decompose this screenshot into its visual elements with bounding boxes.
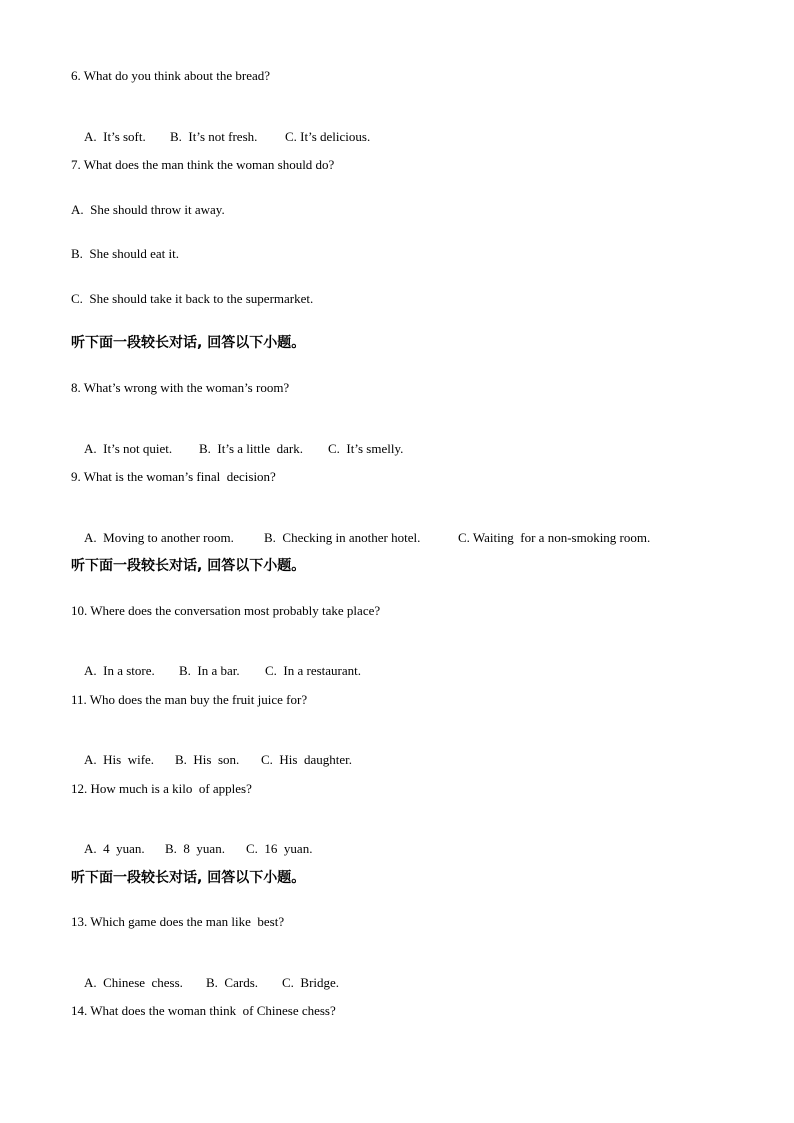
question-10: 10. Where does the conversation most probably take place? — [71, 603, 381, 618]
question-12: 12. How much is a kilo of apples? — [71, 781, 252, 796]
question-6: 6. What do you think about the bread? — [71, 68, 271, 83]
question-11: 11. Who does the man buy the fruit juice for? — [71, 692, 308, 707]
question-13: 13. Which game does the man like best? — [71, 914, 285, 929]
option-c: C. Bridge. — [282, 975, 340, 990]
question-11-options — [71, 736, 352, 784]
option-b: B. It’s a little dark. — [199, 441, 303, 456]
option-a: A. It’s soft. — [84, 129, 146, 144]
question-8-options — [71, 425, 403, 473]
option-a: A. In a store. — [84, 663, 155, 678]
question-7-option-c: C. She should take it back to the supermarket. — [71, 291, 314, 306]
option-b: B. Checking in another hotel. — [264, 530, 421, 545]
question-14: 14. What does the woman think of Chinese chess? — [71, 1003, 336, 1018]
question-13-options — [71, 959, 339, 1007]
question-10-options — [71, 647, 361, 695]
section-heading: 听下面一段较长对话, 回答以下小题。 — [71, 870, 306, 886]
option-c: C. 16 yuan. — [246, 841, 313, 856]
question-7: 7. What does the man think the woman should do? — [71, 157, 335, 172]
section-heading: 听下面一段较长对话, 回答以下小题。 — [71, 558, 306, 574]
option-a: A. Chinese chess. — [84, 975, 183, 990]
question-8: 8. What’s wrong with the woman’s room? — [71, 380, 290, 395]
option-b: B. 8 yuan. — [165, 841, 225, 856]
question-12-options — [71, 825, 312, 873]
option-c: C. In a restaurant. — [265, 663, 362, 678]
option-b: B. In a bar. — [179, 663, 240, 678]
option-a: A. 4 yuan. — [84, 841, 145, 856]
question-9: 9. What is the woman’s final decision? — [71, 469, 276, 484]
option-c: C. It’s smelly. — [328, 441, 404, 456]
question-9-options — [71, 514, 650, 562]
question-7-option-b: B. She should eat it. — [71, 246, 179, 261]
question-6-options — [71, 113, 370, 161]
option-b: B. His son. — [175, 752, 240, 767]
option-b: B. Cards. — [206, 975, 258, 990]
option-c: C. It’s delicious. — [285, 129, 371, 144]
section-heading: 听下面一段较长对话, 回答以下小题。 — [71, 335, 306, 351]
question-7-option-a: A. She should throw it away. — [71, 202, 225, 217]
option-a: A. His wife. — [84, 752, 155, 767]
option-a: A. Moving to another room. — [84, 530, 234, 545]
option-a: A. It’s not quiet. — [84, 441, 173, 456]
option-b: B. It’s not fresh. — [170, 129, 258, 144]
option-c: C. Waiting for a non-smoking room. — [458, 530, 651, 545]
option-c: C. His daughter. — [261, 752, 352, 767]
